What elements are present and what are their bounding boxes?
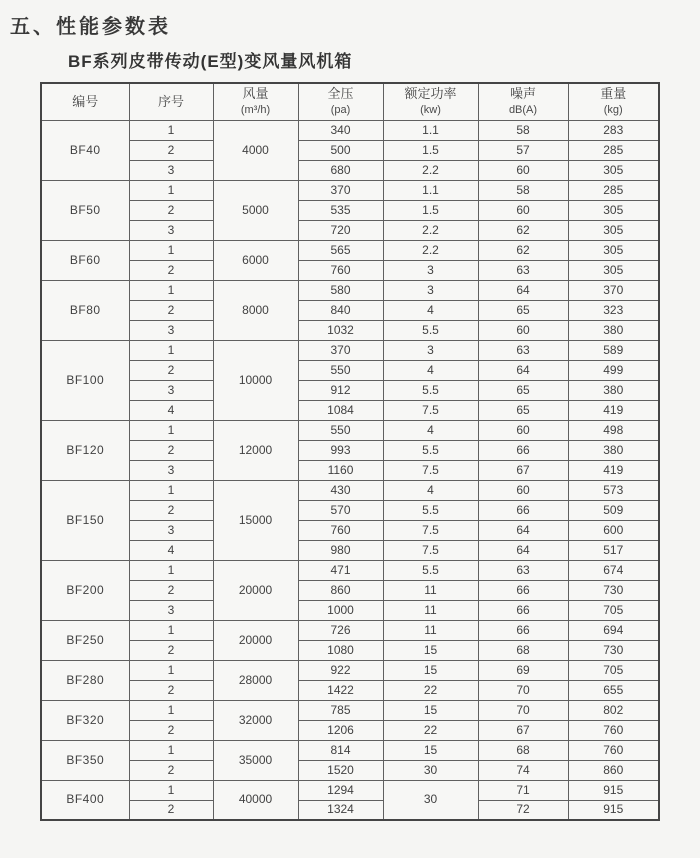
- weight-cell: 705: [568, 660, 659, 680]
- weight-cell: 860: [568, 760, 659, 780]
- weight-cell: 499: [568, 360, 659, 380]
- power-cell: 1.1: [383, 180, 478, 200]
- serial-cell: 1: [129, 560, 213, 580]
- model-cell: BF250: [41, 620, 129, 660]
- weight-cell: 600: [568, 520, 659, 540]
- power-cell: 5.5: [383, 500, 478, 520]
- noise-cell: 66: [478, 440, 568, 460]
- power-cell: 7.5: [383, 540, 478, 560]
- power-cell: 1.1: [383, 120, 478, 140]
- table-row: [41, 660, 659, 680]
- weight-cell: 380: [568, 380, 659, 400]
- table-head: [41, 83, 659, 120]
- power-cell: 22: [383, 680, 478, 700]
- pressure-cell: 860: [298, 580, 383, 600]
- table-row: [41, 700, 659, 720]
- table-row: [41, 780, 659, 800]
- serial-cell: 3: [129, 320, 213, 340]
- noise-cell: 64: [478, 360, 568, 380]
- serial-cell: 4: [129, 400, 213, 420]
- model-cell: BF120: [41, 420, 129, 480]
- pressure-cell: 565: [298, 240, 383, 260]
- pressure-cell: 726: [298, 620, 383, 640]
- column-unit: dB(A): [508, 103, 538, 116]
- weight-cell: 509: [568, 500, 659, 520]
- power-cell: 3: [383, 260, 478, 280]
- serial-cell: 3: [129, 160, 213, 180]
- noise-cell: 65: [478, 380, 568, 400]
- airflow-cell: 5000: [213, 180, 298, 240]
- noise-cell: 64: [478, 280, 568, 300]
- weight-cell: 305: [568, 200, 659, 220]
- airflow-cell: 20000: [213, 620, 298, 660]
- airflow-cell: 8000: [213, 280, 298, 340]
- pressure-cell: 570: [298, 500, 383, 520]
- pressure-cell: 1160: [298, 460, 383, 480]
- table-row: [41, 300, 659, 320]
- weight-cell: 573: [568, 480, 659, 500]
- serial-cell: 2: [129, 360, 213, 380]
- weight-cell: 915: [568, 800, 659, 820]
- weight-cell: 802: [568, 700, 659, 720]
- pressure-cell: 993: [298, 440, 383, 460]
- noise-cell: 62: [478, 220, 568, 240]
- noise-cell: 69: [478, 660, 568, 680]
- table-row: [41, 160, 659, 180]
- weight-cell: 589: [568, 340, 659, 360]
- table-row: [41, 720, 659, 740]
- weight-cell: 517: [568, 540, 659, 560]
- pressure-cell: 1084: [298, 400, 383, 420]
- table-row: [41, 320, 659, 340]
- column-label: 重量: [600, 86, 627, 102]
- serial-cell: 3: [129, 520, 213, 540]
- power-cell: 4: [383, 420, 478, 440]
- serial-cell: 2: [129, 440, 213, 460]
- pressure-cell: 1324: [298, 800, 383, 820]
- serial-cell: 2: [129, 300, 213, 320]
- noise-cell: 64: [478, 520, 568, 540]
- column-unit: (kw): [420, 103, 441, 116]
- header-row: [41, 83, 659, 120]
- table-row: [41, 800, 659, 820]
- table-row: [41, 740, 659, 760]
- airflow-cell: 10000: [213, 340, 298, 420]
- weight-cell: 285: [568, 140, 659, 160]
- power-cell: 2.2: [383, 220, 478, 240]
- column-label: 全压: [327, 86, 354, 102]
- pressure-cell: 814: [298, 740, 383, 760]
- column-header: [298, 83, 383, 120]
- pressure-cell: 430: [298, 480, 383, 500]
- serial-cell: 2: [129, 500, 213, 520]
- pressure-cell: 1422: [298, 680, 383, 700]
- weight-cell: 705: [568, 600, 659, 620]
- table-row: [41, 640, 659, 660]
- table-row: [41, 460, 659, 480]
- model-cell: BF80: [41, 280, 129, 340]
- serial-cell: 2: [129, 200, 213, 220]
- serial-cell: 1: [129, 420, 213, 440]
- serial-cell: 2: [129, 680, 213, 700]
- noise-cell: 63: [478, 260, 568, 280]
- model-cell: BF400: [41, 780, 129, 820]
- serial-cell: 1: [129, 660, 213, 680]
- model-cell: BF320: [41, 700, 129, 740]
- serial-cell: 2: [129, 580, 213, 600]
- noise-cell: 72: [478, 800, 568, 820]
- table-title: BF系列皮带传动(E型)变风量风机箱: [68, 52, 353, 71]
- airflow-cell: 32000: [213, 700, 298, 740]
- power-cell: 15: [383, 740, 478, 760]
- pressure-cell: 500: [298, 140, 383, 160]
- table-row: [41, 380, 659, 400]
- pressure-cell: 760: [298, 260, 383, 280]
- power-cell: 30: [383, 760, 478, 780]
- column-header: [383, 83, 478, 120]
- noise-cell: 66: [478, 600, 568, 620]
- table-row: [41, 620, 659, 640]
- model-cell: BF40: [41, 120, 129, 180]
- weight-cell: 419: [568, 400, 659, 420]
- pressure-cell: 1206: [298, 720, 383, 740]
- power-cell: 4: [383, 480, 478, 500]
- pressure-cell: 922: [298, 660, 383, 680]
- column-header: [213, 83, 298, 120]
- noise-cell: 63: [478, 560, 568, 580]
- serial-cell: 1: [129, 240, 213, 260]
- pressure-cell: 340: [298, 120, 383, 140]
- pressure-cell: 760: [298, 520, 383, 540]
- power-cell: 1.5: [383, 140, 478, 160]
- weight-cell: 305: [568, 260, 659, 280]
- serial-cell: 1: [129, 620, 213, 640]
- pressure-cell: 550: [298, 420, 383, 440]
- serial-cell: 2: [129, 260, 213, 280]
- table-row: [41, 340, 659, 360]
- weight-cell: 915: [568, 780, 659, 800]
- column-unit: (kg): [603, 103, 623, 116]
- noise-cell: 60: [478, 320, 568, 340]
- weight-cell: 370: [568, 280, 659, 300]
- pressure-cell: 1000: [298, 600, 383, 620]
- noise-cell: 65: [478, 400, 568, 420]
- column-label: 风量: [242, 86, 269, 102]
- power-cell: 11: [383, 580, 478, 600]
- noise-cell: 68: [478, 740, 568, 760]
- noise-cell: 65: [478, 300, 568, 320]
- model-cell: BF50: [41, 180, 129, 240]
- table-row: [41, 760, 659, 780]
- noise-cell: 62: [478, 240, 568, 260]
- serial-cell: 1: [129, 740, 213, 760]
- power-cell: 11: [383, 600, 478, 620]
- pressure-cell: 580: [298, 280, 383, 300]
- noise-cell: 60: [478, 420, 568, 440]
- table-row: [41, 180, 659, 200]
- noise-cell: 58: [478, 120, 568, 140]
- power-cell: 5.5: [383, 380, 478, 400]
- weight-cell: 498: [568, 420, 659, 440]
- airflow-cell: 28000: [213, 660, 298, 700]
- serial-cell: 2: [129, 640, 213, 660]
- power-cell: 5.5: [383, 560, 478, 580]
- performance-parameters-table: [40, 82, 660, 821]
- serial-cell: 3: [129, 220, 213, 240]
- noise-cell: 58: [478, 180, 568, 200]
- weight-cell: 730: [568, 640, 659, 660]
- table-row: [41, 560, 659, 580]
- weight-cell: 305: [568, 220, 659, 240]
- noise-cell: 67: [478, 720, 568, 740]
- weight-cell: 283: [568, 120, 659, 140]
- serial-cell: 2: [129, 800, 213, 820]
- table-row: [41, 260, 659, 280]
- model-cell: BF60: [41, 240, 129, 280]
- airflow-cell: 35000: [213, 740, 298, 780]
- serial-cell: 1: [129, 120, 213, 140]
- serial-cell: 3: [129, 380, 213, 400]
- weight-cell: 760: [568, 720, 659, 740]
- model-cell: BF280: [41, 660, 129, 700]
- noise-cell: 66: [478, 500, 568, 520]
- table-row: [41, 600, 659, 620]
- model-cell: BF100: [41, 340, 129, 420]
- noise-cell: 66: [478, 580, 568, 600]
- pressure-cell: 370: [298, 180, 383, 200]
- power-cell: 11: [383, 620, 478, 640]
- serial-cell: 1: [129, 780, 213, 800]
- noise-cell: 67: [478, 460, 568, 480]
- power-cell: 22: [383, 720, 478, 740]
- pressure-cell: 1080: [298, 640, 383, 660]
- power-cell: 15: [383, 700, 478, 720]
- table-row: [41, 240, 659, 260]
- column-header: [568, 83, 659, 120]
- serial-cell: 3: [129, 460, 213, 480]
- table-row: [41, 420, 659, 440]
- table-row: [41, 220, 659, 240]
- noise-cell: 57: [478, 140, 568, 160]
- noise-cell: 71: [478, 780, 568, 800]
- power-cell: 7.5: [383, 400, 478, 420]
- airflow-cell: 4000: [213, 120, 298, 180]
- table-row: [41, 440, 659, 460]
- pressure-cell: 785: [298, 700, 383, 720]
- serial-cell: 2: [129, 720, 213, 740]
- pressure-cell: 720: [298, 220, 383, 240]
- table-row: [41, 280, 659, 300]
- noise-cell: 68: [478, 640, 568, 660]
- table-row: [41, 360, 659, 380]
- weight-cell: 380: [568, 440, 659, 460]
- weight-cell: 323: [568, 300, 659, 320]
- column-header: [41, 83, 129, 120]
- serial-cell: 4: [129, 540, 213, 560]
- power-cell: 5.5: [383, 440, 478, 460]
- noise-cell: 60: [478, 480, 568, 500]
- weight-cell: 305: [568, 240, 659, 260]
- column-unit: (pa): [330, 103, 351, 116]
- noise-cell: 64: [478, 540, 568, 560]
- weight-cell: 655: [568, 680, 659, 700]
- serial-cell: 1: [129, 480, 213, 500]
- serial-cell: 1: [129, 180, 213, 200]
- weight-cell: 760: [568, 740, 659, 760]
- column-label: 额定功率: [404, 86, 457, 102]
- table-row: [41, 680, 659, 700]
- serial-cell: 2: [129, 760, 213, 780]
- pressure-cell: 471: [298, 560, 383, 580]
- table-row: [41, 520, 659, 540]
- serial-cell: 1: [129, 340, 213, 360]
- serial-cell: 2: [129, 140, 213, 160]
- power-cell: 4: [383, 300, 478, 320]
- pressure-cell: 535: [298, 200, 383, 220]
- table-row: [41, 540, 659, 560]
- serial-cell: 1: [129, 700, 213, 720]
- pressure-cell: 680: [298, 160, 383, 180]
- table-row: [41, 580, 659, 600]
- column-label: 编号: [72, 93, 99, 109]
- pressure-cell: 840: [298, 300, 383, 320]
- power-cell: 7.5: [383, 460, 478, 480]
- pressure-cell: 370: [298, 340, 383, 360]
- noise-cell: 70: [478, 700, 568, 720]
- serial-cell: 1: [129, 280, 213, 300]
- airflow-cell: 15000: [213, 480, 298, 560]
- power-cell: 2.2: [383, 160, 478, 180]
- noise-cell: 63: [478, 340, 568, 360]
- airflow-cell: 6000: [213, 240, 298, 280]
- table-row: [41, 200, 659, 220]
- noise-cell: 70: [478, 680, 568, 700]
- weight-cell: 730: [568, 580, 659, 600]
- column-label: 噪声: [509, 86, 536, 102]
- noise-cell: 60: [478, 160, 568, 180]
- model-cell: BF350: [41, 740, 129, 780]
- column-header: [129, 83, 213, 120]
- weight-cell: 694: [568, 620, 659, 640]
- model-cell: BF200: [41, 560, 129, 620]
- table-body: [41, 120, 659, 820]
- pressure-cell: 980: [298, 540, 383, 560]
- power-cell: 3: [383, 280, 478, 300]
- weight-cell: 419: [568, 460, 659, 480]
- power-cell: 30: [383, 780, 478, 820]
- power-cell: 5.5: [383, 320, 478, 340]
- table-row: [41, 140, 659, 160]
- power-cell: 2.2: [383, 240, 478, 260]
- power-cell: 4: [383, 360, 478, 380]
- column-unit: (m³/h): [240, 103, 271, 116]
- pressure-cell: 1032: [298, 320, 383, 340]
- airflow-cell: 20000: [213, 560, 298, 620]
- serial-cell: 3: [129, 600, 213, 620]
- power-cell: 3: [383, 340, 478, 360]
- model-cell: BF150: [41, 480, 129, 560]
- section-title: 五、性能参数表: [10, 16, 171, 38]
- column-header: [478, 83, 568, 120]
- power-cell: 7.5: [383, 520, 478, 540]
- power-cell: 15: [383, 640, 478, 660]
- noise-cell: 74: [478, 760, 568, 780]
- table-row: [41, 480, 659, 500]
- table-row: [41, 500, 659, 520]
- column-label: 序号: [157, 93, 184, 109]
- pressure-cell: 1520: [298, 760, 383, 780]
- table-row: [41, 400, 659, 420]
- table-row: [41, 120, 659, 140]
- power-cell: 15: [383, 660, 478, 680]
- airflow-cell: 12000: [213, 420, 298, 480]
- pressure-cell: 550: [298, 360, 383, 380]
- weight-cell: 305: [568, 160, 659, 180]
- weight-cell: 380: [568, 320, 659, 340]
- weight-cell: 285: [568, 180, 659, 200]
- noise-cell: 60: [478, 200, 568, 220]
- airflow-cell: 40000: [213, 780, 298, 820]
- noise-cell: 66: [478, 620, 568, 640]
- weight-cell: 674: [568, 560, 659, 580]
- pressure-cell: 912: [298, 380, 383, 400]
- power-cell: 1.5: [383, 200, 478, 220]
- pressure-cell: 1294: [298, 780, 383, 800]
